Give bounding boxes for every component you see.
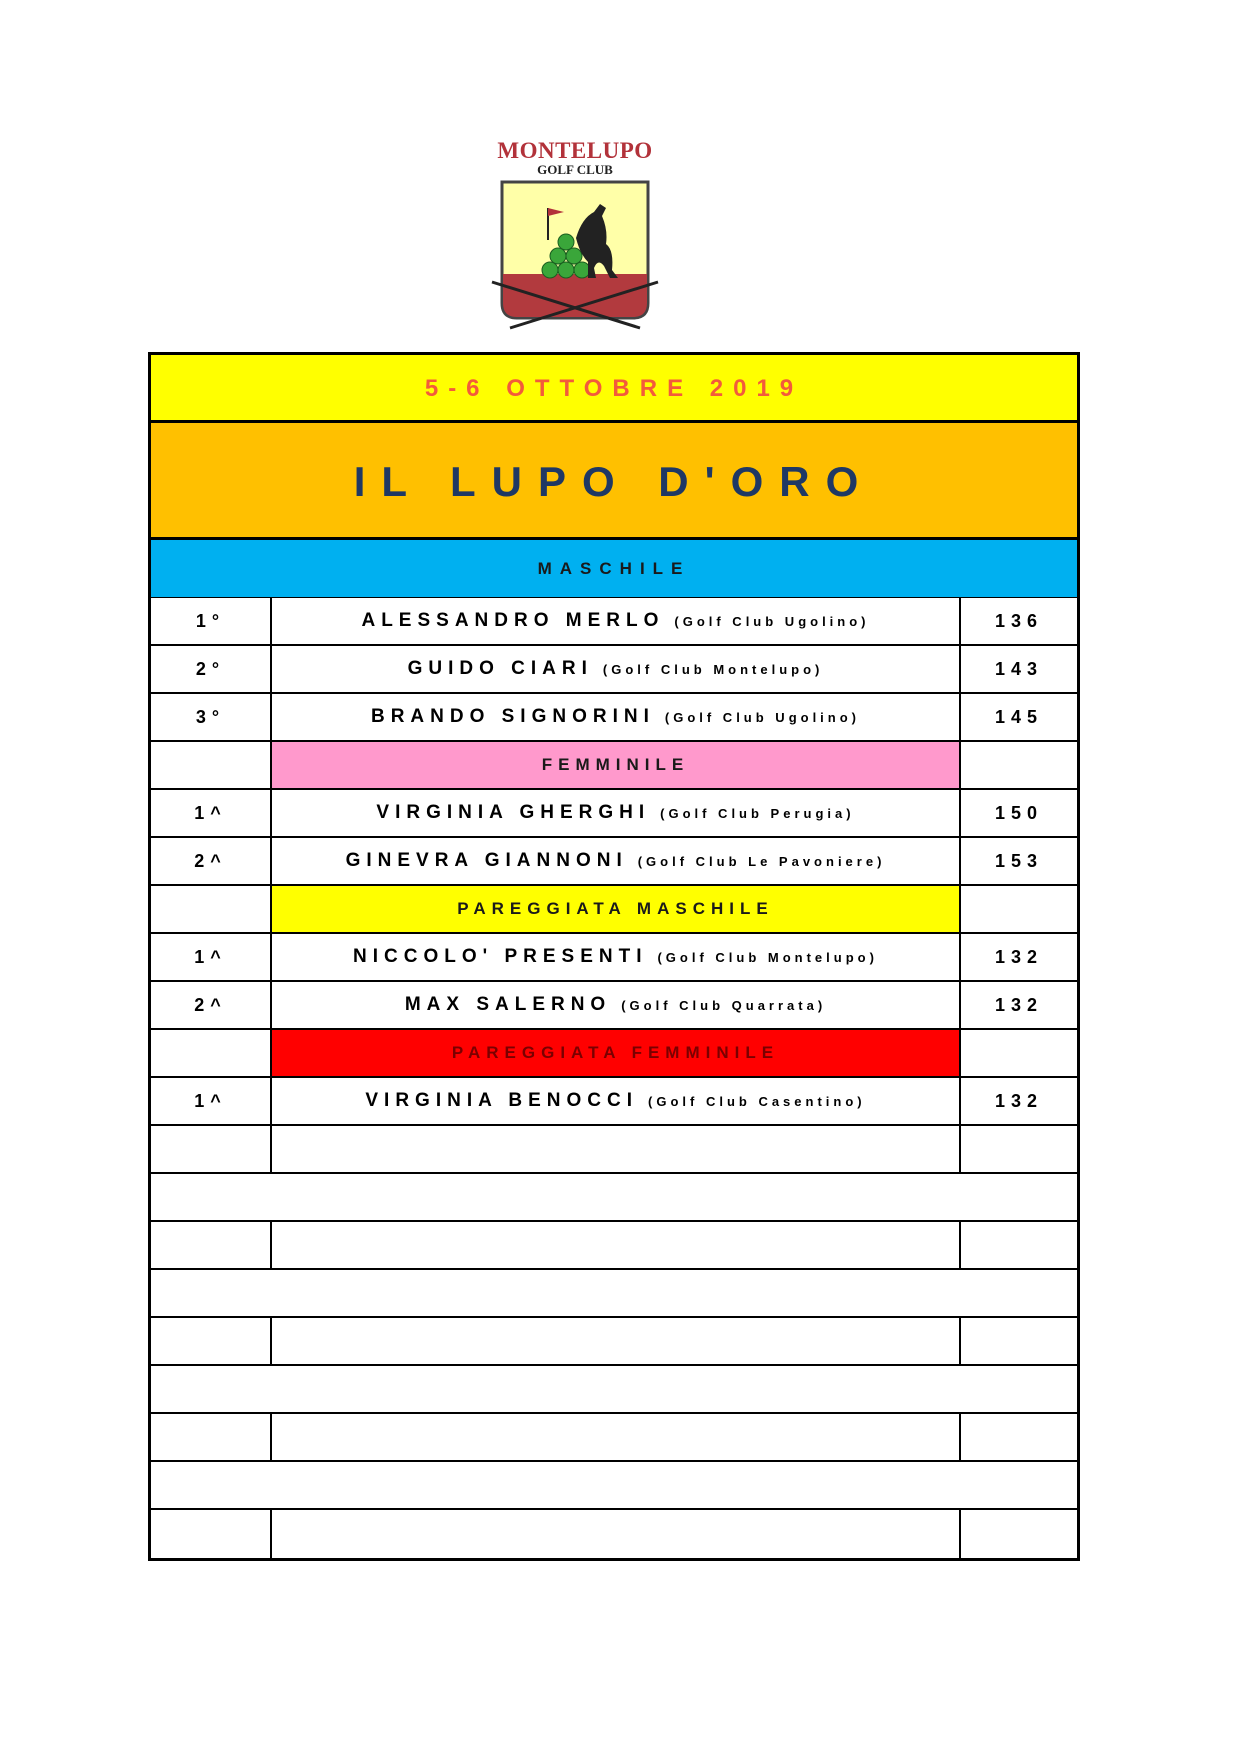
player-name: GUIDO CIARI xyxy=(407,658,593,679)
empty-cell xyxy=(961,1414,1077,1460)
empty-cell xyxy=(961,1510,1077,1558)
empty-cell xyxy=(961,886,1077,932)
empty-row xyxy=(151,1318,1077,1366)
empty-row xyxy=(151,1462,1077,1510)
empty-cell xyxy=(272,1222,961,1268)
position: 1^ xyxy=(151,790,272,836)
empty-cell xyxy=(151,1030,272,1076)
results-sheet xyxy=(148,352,1080,1561)
player-name: VIRGINIA BENOCCI xyxy=(365,1090,639,1111)
player-club: (Golf Club Le Pavoniere) xyxy=(637,853,886,869)
player-name: GINEVRA GIANNONI xyxy=(345,850,628,871)
player xyxy=(272,934,961,980)
empty-cell xyxy=(151,1510,272,1558)
player-name: ALESSANDRO MERLO xyxy=(361,610,665,631)
event-title: IL LUPO D'ORO xyxy=(151,423,1077,540)
player-name: VIRGINIA GHERGHI xyxy=(376,802,651,823)
position: 1^ xyxy=(151,1078,272,1124)
empty-cell xyxy=(961,1318,1077,1364)
position: 2° xyxy=(151,646,272,692)
score: 145 xyxy=(994,706,1044,727)
empty-cell xyxy=(151,1222,272,1268)
empty-cell xyxy=(151,1366,1077,1412)
score: 153 xyxy=(994,850,1044,871)
result-row xyxy=(151,646,1077,694)
player xyxy=(272,790,961,836)
position: 2^ xyxy=(151,982,272,1028)
result-row xyxy=(151,598,1077,646)
result-row xyxy=(151,838,1077,886)
empty-cell xyxy=(272,1126,961,1172)
empty-cell xyxy=(151,1174,1077,1220)
score: 143 xyxy=(994,658,1044,679)
empty-cell xyxy=(272,1318,961,1364)
logo-subtitle: GOLF CLUB xyxy=(537,162,613,177)
logo-title: MONTELUPO xyxy=(497,138,653,163)
empty-cell xyxy=(961,1030,1077,1076)
empty-cell xyxy=(151,1462,1077,1508)
player-club: (Golf Club Perugia) xyxy=(660,805,855,821)
result-row xyxy=(151,982,1077,1030)
score: 132 xyxy=(994,946,1044,967)
category-men: MASCHILE xyxy=(151,540,1077,598)
position: 1° xyxy=(151,598,272,644)
empty-cell xyxy=(151,1270,1077,1316)
player-club: (Golf Club Montelupo) xyxy=(602,661,824,677)
category-women-handicap: PAREGGIATA FEMMINILE xyxy=(272,1030,961,1076)
empty-cell xyxy=(151,886,272,932)
category-women: FEMMINILE xyxy=(272,742,961,788)
empty-cell xyxy=(272,1510,961,1558)
category-row xyxy=(151,1030,1077,1078)
position: 2^ xyxy=(151,838,272,884)
player xyxy=(272,694,961,740)
empty-row xyxy=(151,1174,1077,1222)
empty-cell xyxy=(151,742,272,788)
empty-cell xyxy=(961,1126,1077,1172)
empty-cell xyxy=(961,742,1077,788)
category-row xyxy=(151,886,1077,934)
empty-row xyxy=(151,1414,1077,1462)
empty-row xyxy=(151,1126,1077,1174)
score: 150 xyxy=(994,802,1044,823)
empty-cell xyxy=(151,1126,272,1172)
position: 3° xyxy=(151,694,272,740)
empty-row xyxy=(151,1366,1077,1414)
player-name: NICCOLO' PRESENTI xyxy=(353,946,648,967)
player-name: MAX SALERNO xyxy=(404,994,612,1015)
empty-cell xyxy=(151,1414,272,1460)
player-club: (Golf Club Montelupo) xyxy=(657,949,878,965)
result-row xyxy=(151,934,1077,982)
club-logo xyxy=(490,138,660,338)
crest-icon xyxy=(490,178,660,338)
player-name: BRANDO SIGNORINI xyxy=(370,706,655,727)
player xyxy=(272,838,961,884)
category-row xyxy=(151,742,1077,790)
empty-cell xyxy=(272,1414,961,1460)
player xyxy=(272,598,961,644)
empty-row xyxy=(151,1222,1077,1270)
player xyxy=(272,1078,961,1124)
player-club: (Golf Club Ugolino) xyxy=(674,613,870,629)
empty-row xyxy=(151,1270,1077,1318)
player xyxy=(272,982,961,1028)
result-row xyxy=(151,694,1077,742)
score: 132 xyxy=(994,1090,1044,1111)
player-club: (Golf Club Ugolino) xyxy=(664,709,861,725)
player-club: (Golf Club Quarrata) xyxy=(621,997,827,1013)
score: 132 xyxy=(994,994,1044,1015)
score: 136 xyxy=(994,610,1044,631)
player xyxy=(272,646,961,692)
result-row xyxy=(151,790,1077,838)
empty-row xyxy=(151,1510,1077,1558)
category-men-handicap: PAREGGIATA MASCHILE xyxy=(272,886,961,932)
empty-cell xyxy=(151,1318,272,1364)
empty-cell xyxy=(961,1222,1077,1268)
position: 1^ xyxy=(151,934,272,980)
player-club: (Golf Club Casentino) xyxy=(648,1093,866,1109)
event-date: 5-6 OTTOBRE 2019 xyxy=(151,355,1077,423)
result-row xyxy=(151,1078,1077,1126)
